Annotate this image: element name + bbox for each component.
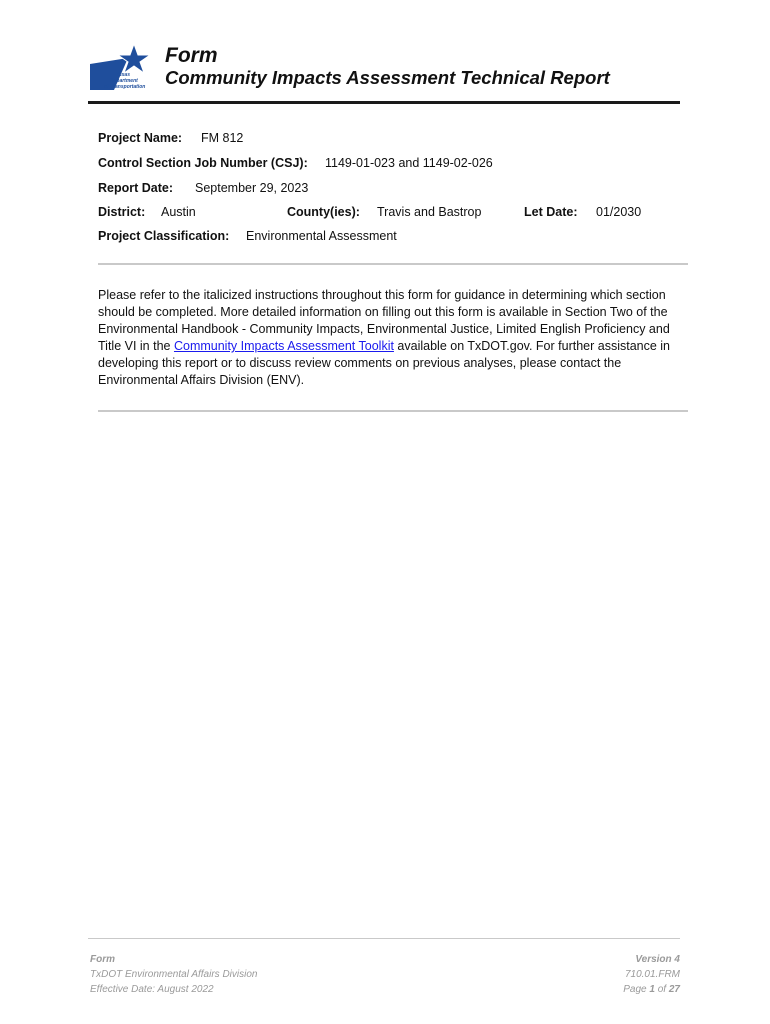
footer-version: Version 4: [635, 954, 680, 965]
classification-label: Project Classification:: [98, 229, 230, 243]
csj-value: 1149-01-023 and 1149-02-026: [325, 156, 493, 170]
report-date-value: September 29, 2023: [195, 181, 309, 195]
intro-text-end: available on TxDOT.gov. For further assistance in developing this report or to discuss review comments on previous analyses, please contact the Environmental Affairs Division (ENV).: [98, 339, 671, 387]
footer-form-label: Form: [90, 954, 115, 965]
instructions-paragraph: [98, 287, 688, 389]
footer-page-number: [623, 982, 680, 997]
section-divider-bottom: [98, 410, 688, 412]
page-of: of: [654, 984, 669, 995]
footer-right: [623, 952, 680, 997]
csj-row: [98, 156, 308, 170]
page-title: Community Impacts Assessment Technical Report: [165, 67, 610, 88]
footer-form-number: 710.01.FRM: [624, 969, 680, 980]
footer-left: [90, 952, 257, 997]
txdot-logo: [88, 44, 154, 92]
section-divider-top: [98, 263, 688, 265]
footer-effective-date: Effective Date: August 2022: [90, 984, 214, 995]
csj-label: Control Section Job Number (CSJ):: [98, 156, 308, 170]
let-date-value: 01/2030: [596, 205, 642, 219]
county-label: County(ies):: [287, 205, 360, 219]
logo-text-3: of Transportation: [104, 84, 146, 90]
page-prefix: Page: [623, 984, 650, 995]
page-total: 27: [668, 984, 680, 995]
title-divider: [88, 101, 680, 104]
form-label: Form: [165, 44, 218, 67]
county-value: Travis and Bastrop: [377, 205, 482, 219]
project-name-label: Project Name:: [98, 131, 183, 145]
logo-text-2: Department: [110, 78, 138, 84]
page-current: 1: [649, 984, 655, 995]
project-name-value: FM 812: [201, 131, 244, 145]
project-name-row: [98, 131, 182, 145]
footer-division: TxDOT Environmental Affairs Division: [90, 969, 258, 980]
report-date-label: Report Date:: [98, 181, 174, 195]
classification-value: Environmental Assessment: [246, 229, 397, 243]
district-label: District:: [98, 205, 146, 219]
footer-divider: [88, 938, 680, 939]
toolkit-link[interactable]: Community Impacts Assessment Toolkit: [173, 339, 394, 353]
let-date-label: Let Date:: [524, 205, 578, 219]
intro-text-start: Please refer to the italicized instructions throughout this form for guidance in determining which section should be completed. More detailed information on filling out this form is available in Section Two of the Environmental Handbook - Community Impacts, Environmental Justice, Limited English Proficiency and Title VI in the: [98, 288, 670, 353]
district-value: Austin: [161, 205, 196, 219]
report-date-row: [98, 181, 173, 195]
logo-text-1: Texas: [116, 72, 130, 78]
